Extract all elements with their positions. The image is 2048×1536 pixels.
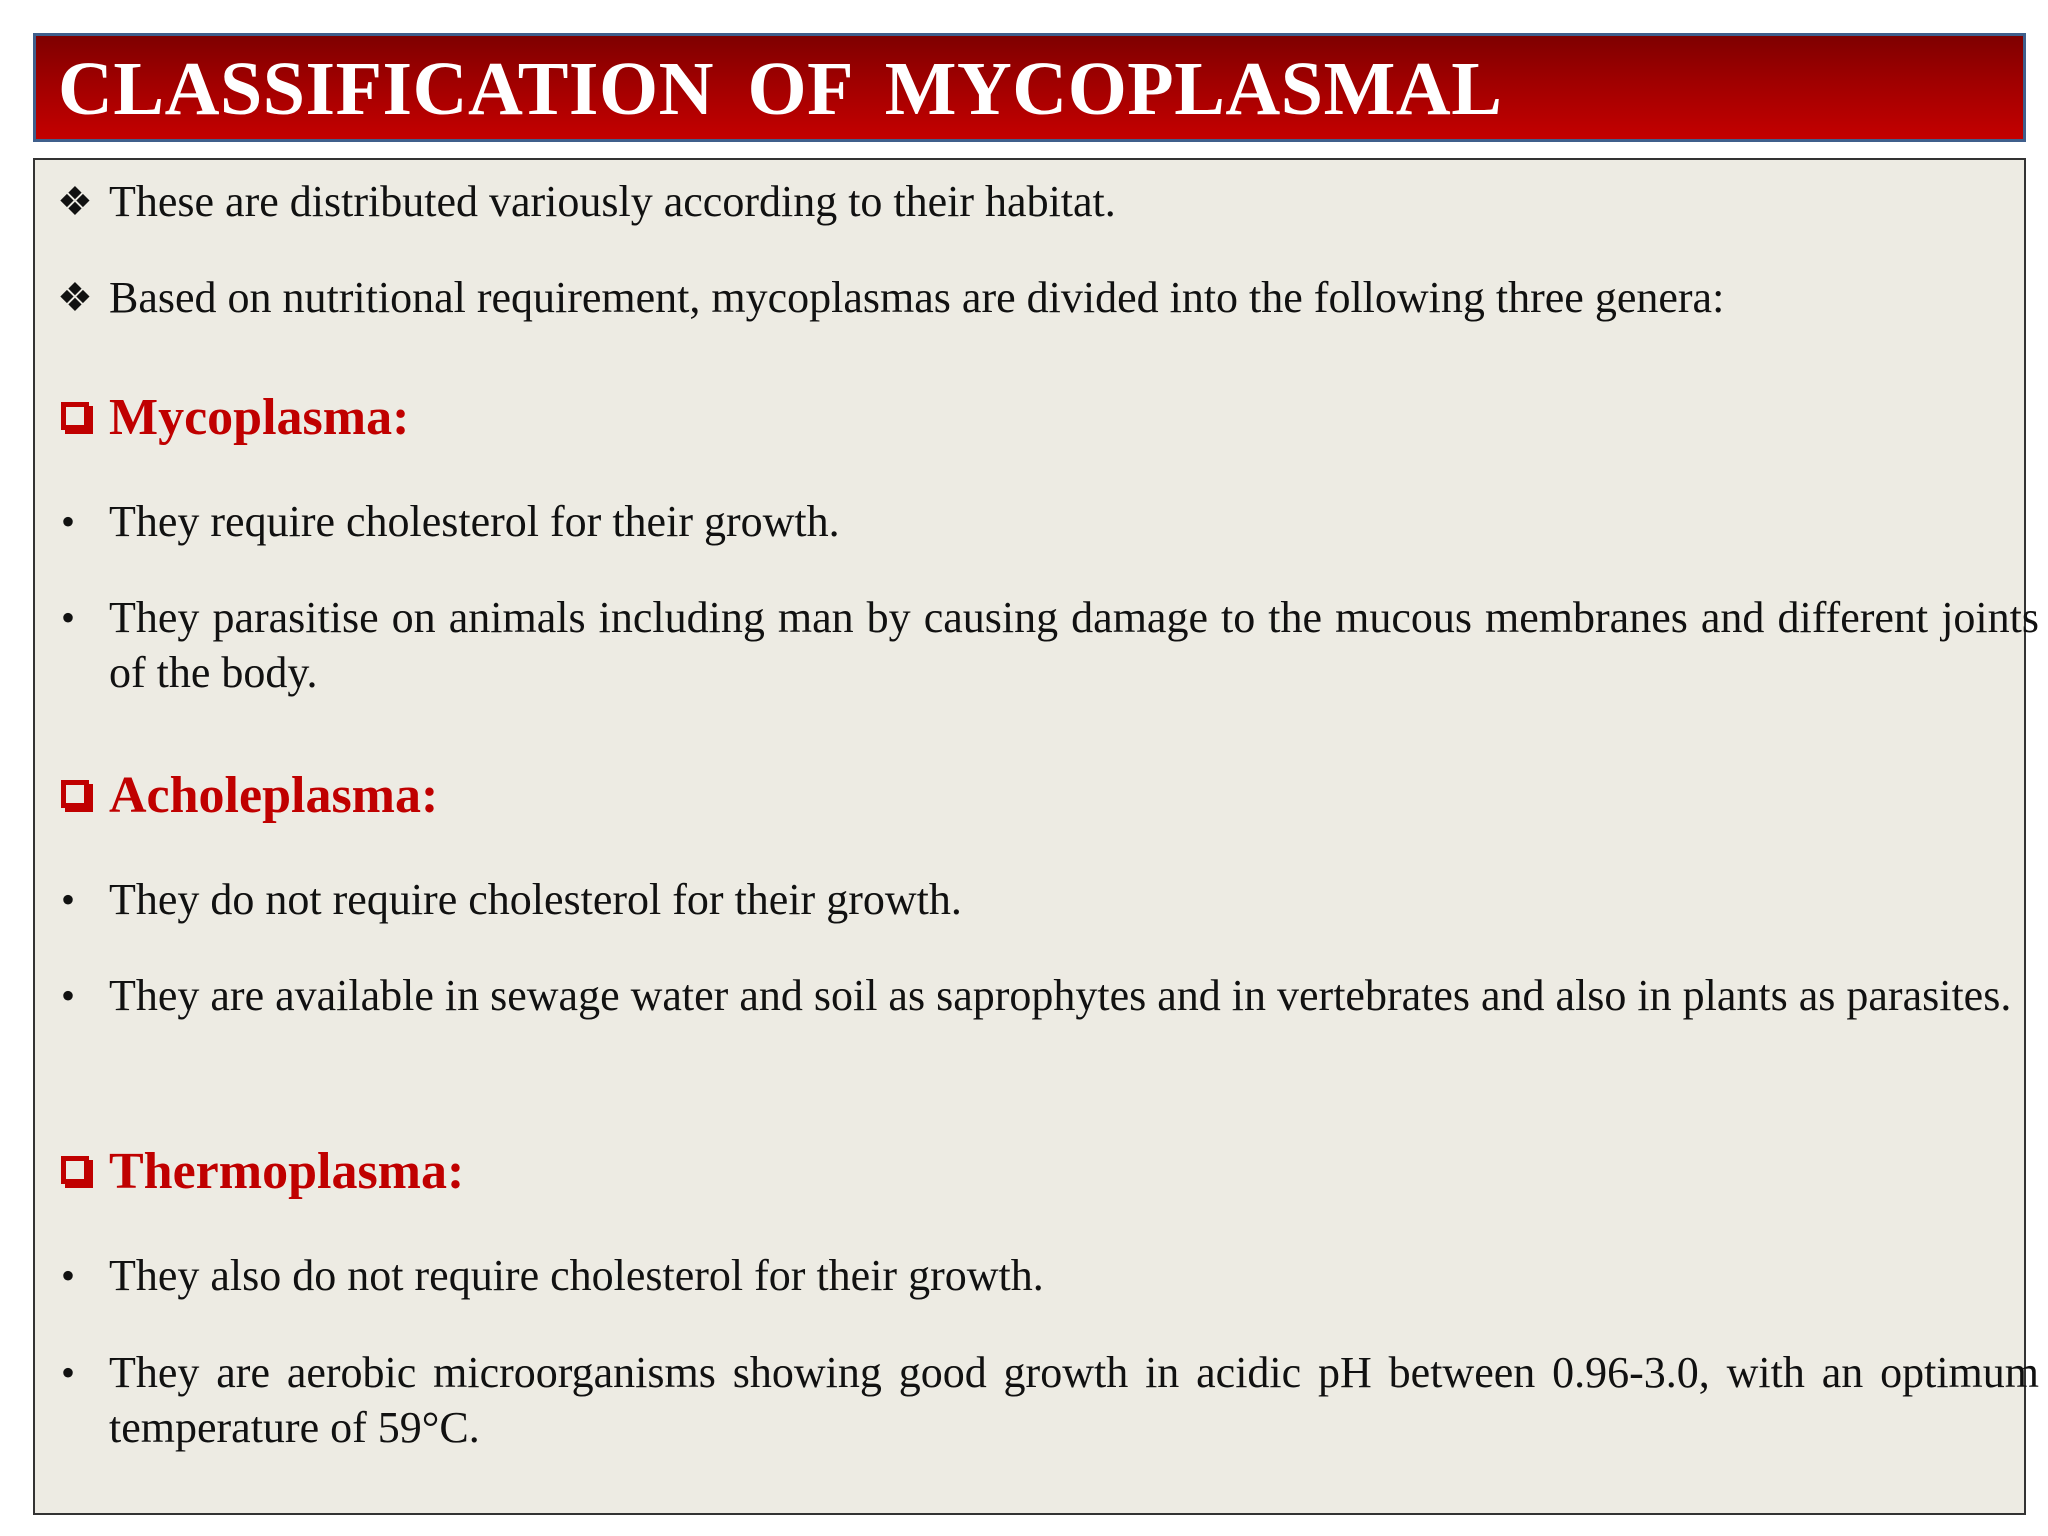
diamond-bullet-icon: ❖ <box>57 275 93 320</box>
diamond-bullet-icon: ❖ <box>57 179 93 224</box>
intro-item <box>57 270 2039 325</box>
list-item <box>61 1248 2039 1303</box>
list-item <box>61 590 2039 700</box>
bullet-icon: • <box>61 499 76 544</box>
intro-text: These are distributed variously according to their habitat. <box>109 177 1116 226</box>
list-item <box>61 1345 2039 1455</box>
checkbox-icon <box>61 402 89 430</box>
list-item-text: They parasitise on animals including man by causing damage to the mucous membranes and different joints of the body. <box>109 593 2039 697</box>
section-heading-label: Acholeplasma: <box>109 767 439 824</box>
list-item <box>61 872 2039 927</box>
checkbox-icon <box>61 780 89 808</box>
list-item-text: They require cholesterol for their growth. <box>109 497 840 546</box>
list-item <box>61 968 2039 1023</box>
bullet-icon: • <box>61 1253 76 1298</box>
bullet-icon: • <box>61 973 76 1018</box>
page-title: CLASSIFICATION OF MYCOPLASMAL <box>58 47 1503 131</box>
bullet-icon: • <box>61 1350 76 1395</box>
checkbox-icon <box>61 1156 89 1184</box>
section-heading-label: Mycoplasma: <box>109 389 410 446</box>
section-heading-label: Thermoplasma: <box>109 1143 465 1200</box>
intro-text: Based on nutritional requirement, mycoplasmas are divided into the following three genera: <box>109 273 1725 322</box>
list-item-text: They are available in sewage water and soil as saprophytes and in vertebrates and also in plants as parasites. <box>109 971 2012 1020</box>
list-item <box>61 494 2039 549</box>
section-heading-thermoplasma <box>109 1142 464 1202</box>
bullet-icon: • <box>61 877 76 922</box>
section-heading-mycoplasma <box>109 388 409 448</box>
intro-item <box>57 174 2039 229</box>
title-bar <box>33 33 2026 142</box>
list-item-text: They are aerobic microorganisms showing good growth in acidic pH between 0.96-3.0, with an optimum temperature of 59°C. <box>109 1348 2039 1452</box>
list-item-text: They do not require cholesterol for their growth. <box>109 875 962 924</box>
section-heading-acholeplasma <box>109 766 438 826</box>
bullet-icon: • <box>61 595 76 640</box>
list-item-text: They also do not require cholesterol for their growth. <box>109 1251 1044 1300</box>
content-panel <box>33 158 2039 1515</box>
